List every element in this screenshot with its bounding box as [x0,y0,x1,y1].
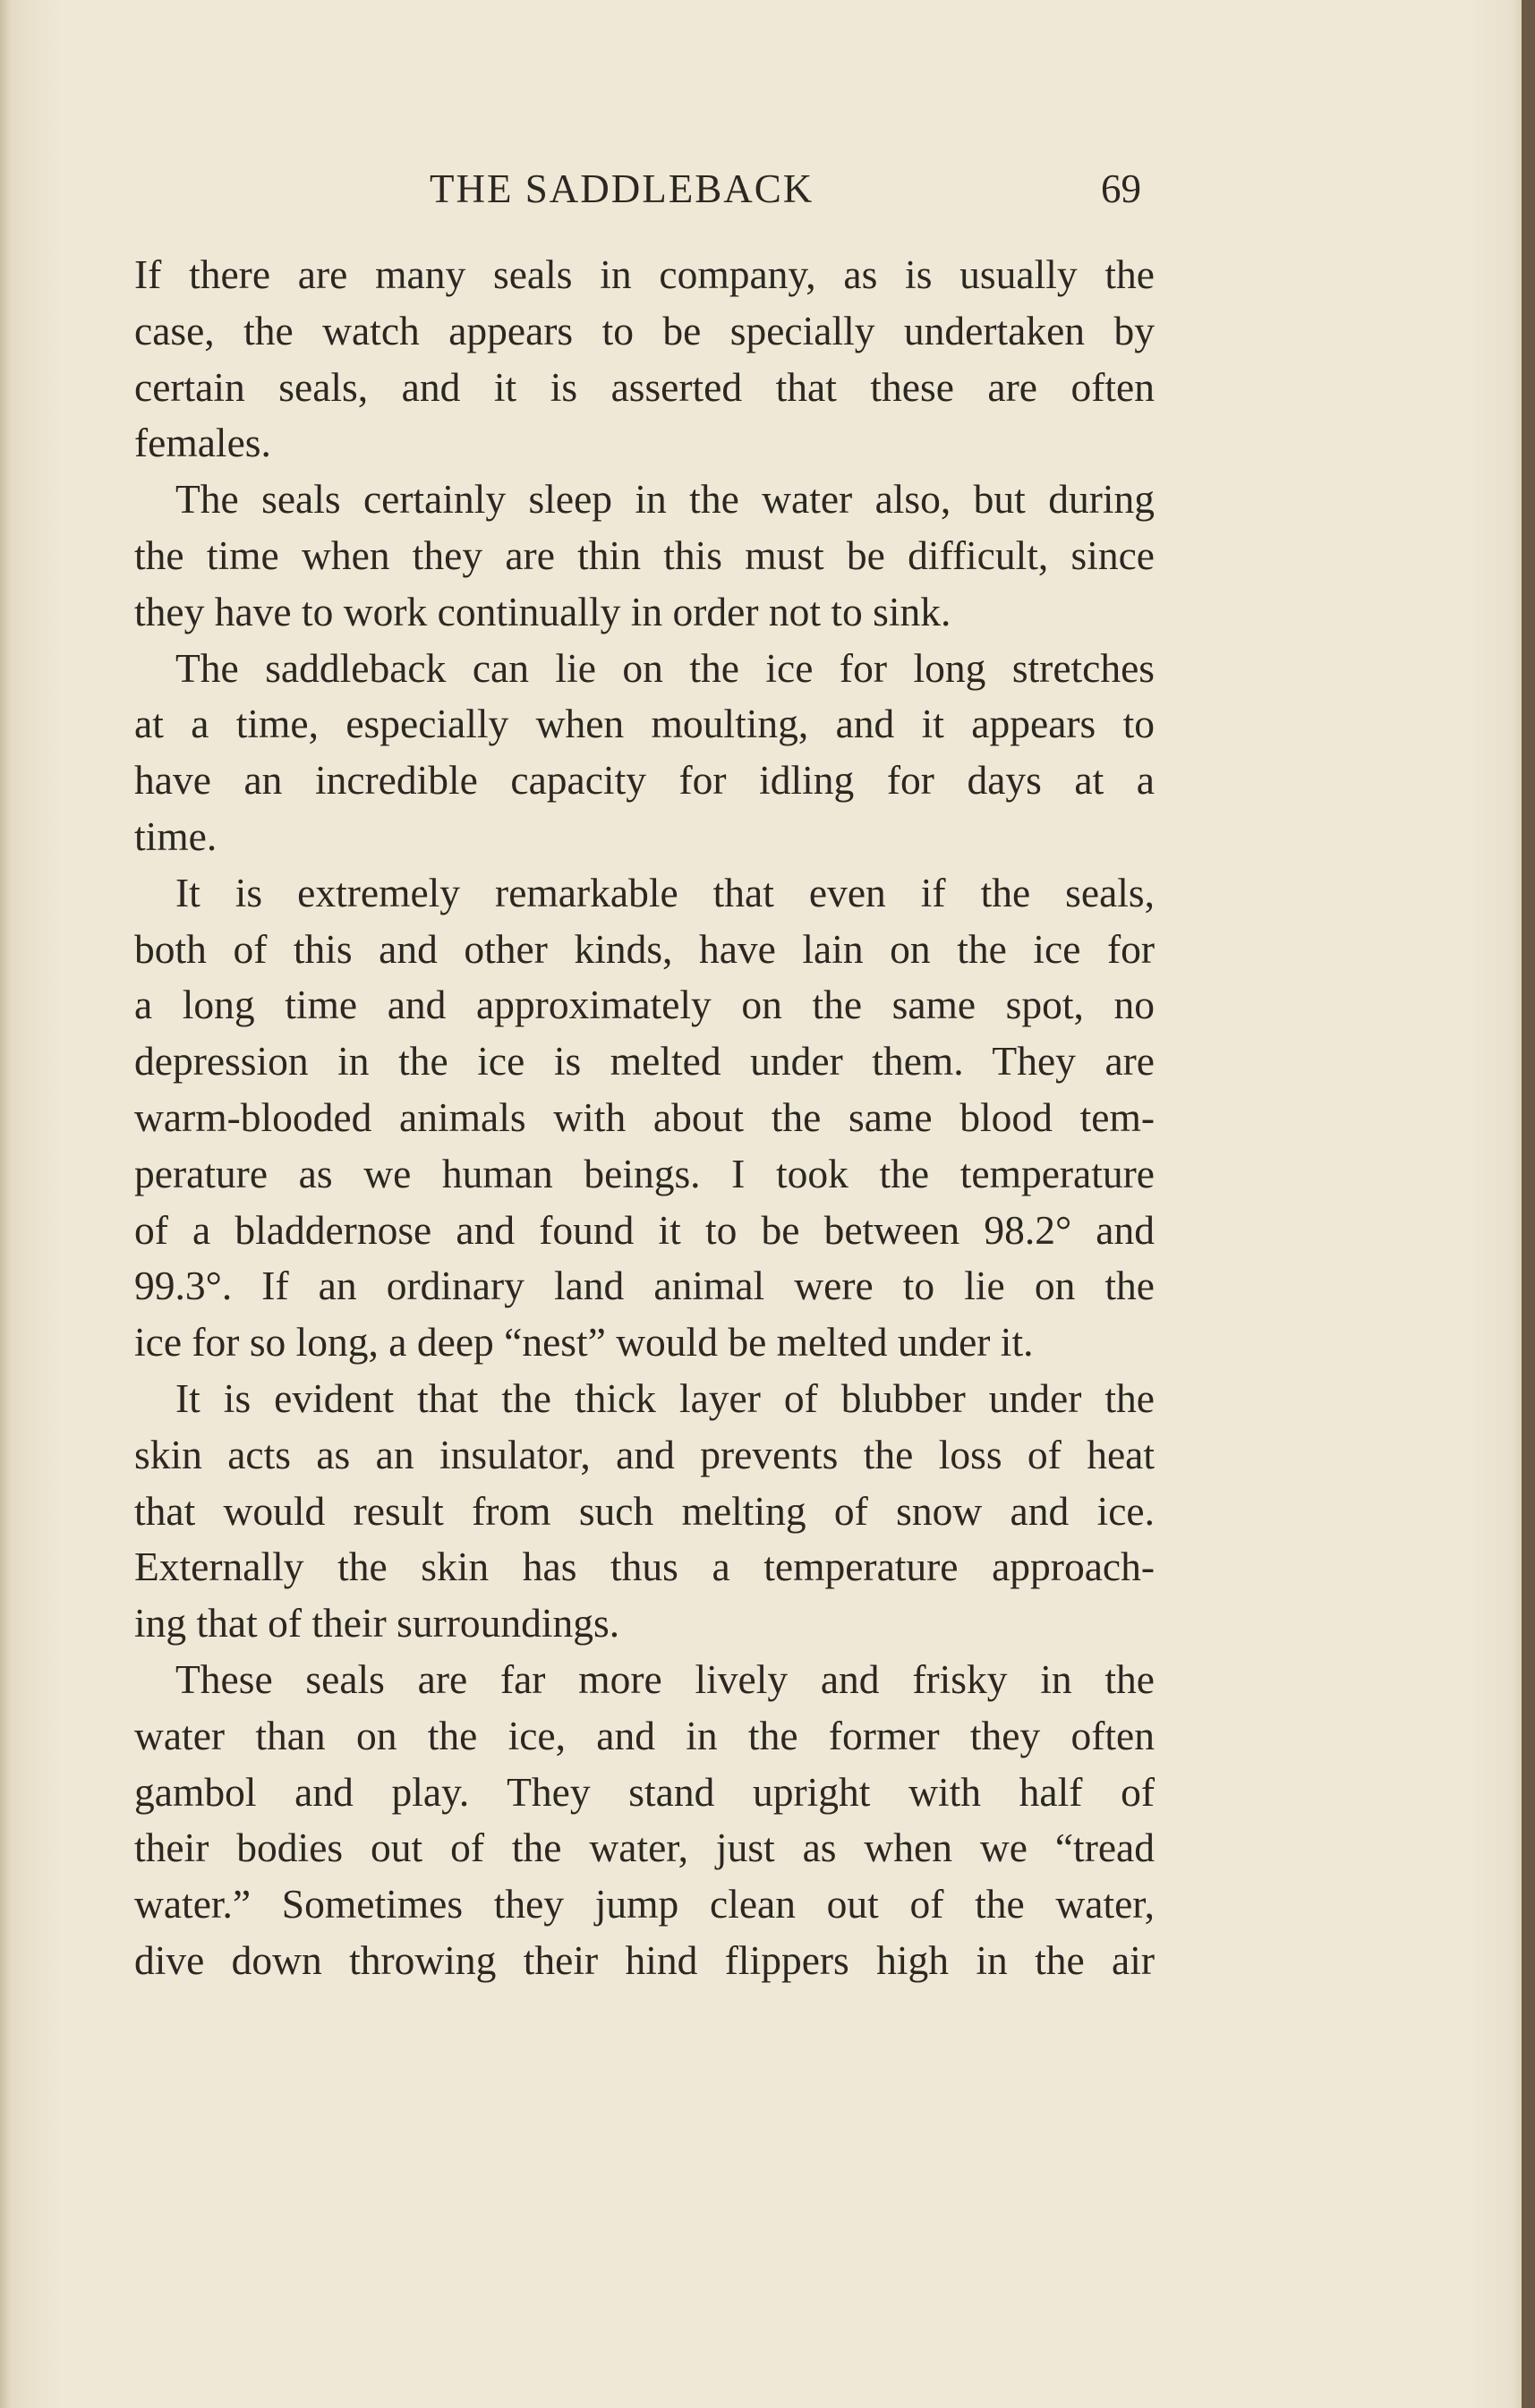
text-line: skin acts as an insulator, and prevents the loss of heat [134,1431,1155,1477]
text-line: the time when they are thin this must be difficult, since [134,532,1155,578]
text-line: water.” Sometimes they jump clean out of the water, [134,1881,1155,1927]
text-line: It is extremely remarkable that even if the seals, [175,869,1155,915]
page-edge [1522,0,1535,2408]
text-line: Externally the skin has thus a temperature approach- [134,1544,1155,1590]
text-line: have an incredible capacity for idling for days at a [134,757,1155,804]
text-line: The saddleback can lie on the ice for long stretches [175,644,1155,691]
text-line: 99.3°. If an ordinary land animal were to lie on the [134,1263,1155,1309]
paragraph [134,1371,1155,1652]
text-line: case, the watch appears to be specially undertaken by [134,307,1155,353]
text-line: at a time, especially when moulting, and it appears to [134,701,1155,747]
body-text [134,247,1155,1989]
text-line: perature as we human beings. I took the temperature [134,1150,1155,1196]
text-line: ice for so long, a deep “nest” would be melted under it. [134,1319,1034,1366]
text-line: time. [134,813,217,859]
text-line: warm-blooded animals with about the same blood tem- [134,1093,1155,1140]
page-header [134,159,1141,222]
paragraph [134,865,1155,1371]
page-number: 69 [1101,166,1141,211]
text-line: both of this and other kinds, have lain on the ice for [134,925,1155,972]
text-line: These seals are far more lively and frisky in the [175,1655,1155,1702]
paragraph [134,247,1155,472]
text-line: dive down throwing their hind flippers high in the air [134,1936,1155,1983]
text-line: depression in the ice is melted under them. They are [134,1038,1155,1085]
text-line: a long time and approximately on the same spot, no [134,982,1155,1028]
paragraph [134,472,1155,640]
text-line: their bodies out of the water, just as when we “tread [134,1825,1155,1871]
text-line: of a bladdernose and found it to be between 98.2° and [134,1206,1155,1253]
text-line: gambol and play. They stand upright with half of [134,1768,1155,1815]
text-line: ing that of their surroundings. [134,1600,620,1646]
text-line: The seals certainly sleep in the water also, but during [175,476,1155,523]
text-line: water than on the ice, and in the former they often [134,1712,1155,1758]
text-line: females. [134,420,271,466]
paragraph [134,641,1155,865]
text-line: that would result from such melting of snow and ice. [134,1487,1155,1534]
text-line: they have to work continually in order not to sink. [134,588,951,634]
running-head: THE SADDLEBACK [430,166,814,211]
page-gutter-shadow [0,0,11,2408]
text-line: If there are many seals in company, as is usually the [134,251,1155,297]
text-line: It is evident that the thick layer of blubber under the [175,1374,1155,1421]
text-line: certain seals, and it is asserted that these are often [134,363,1155,410]
paragraph [134,1652,1155,1989]
